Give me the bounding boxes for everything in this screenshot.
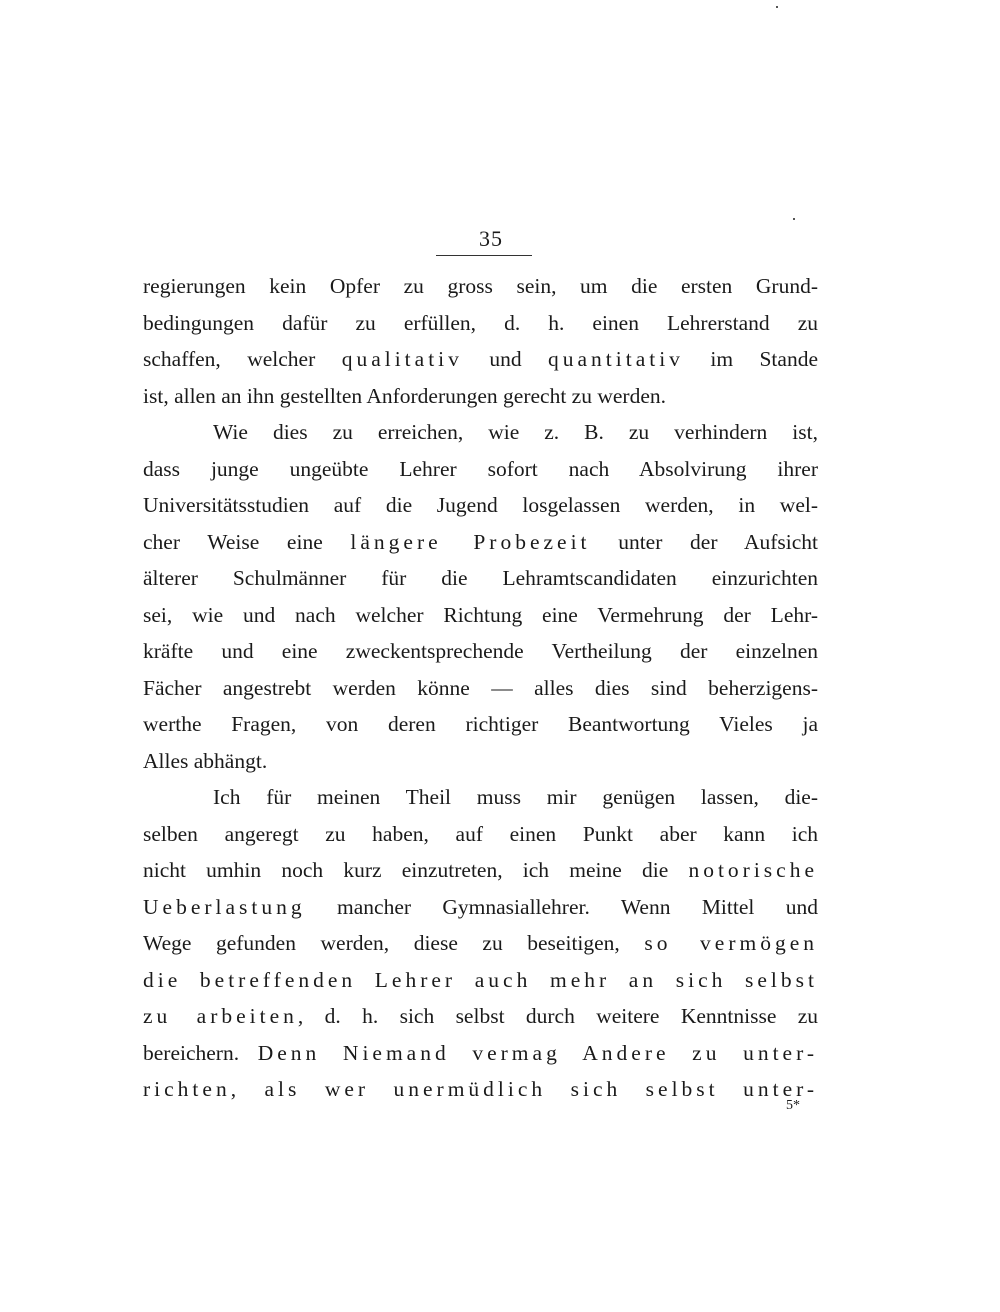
text-run: älterer Schulmänner für die Lehramtscandidaten einzurichten [143,566,818,590]
text-run: Ich für meinen Theil muss mir genügen lassen, die- [213,785,818,809]
text-line [143,378,818,415]
text-run: ist, allen an ihn gestellten Anforderungen gerecht zu werden. [143,383,666,408]
spaced-emphasis: so vermögen [644,931,818,955]
text-line [143,524,818,561]
text-line [143,925,818,962]
spaced-emphasis: zu arbeiten [143,1004,298,1028]
text-line [143,414,818,451]
text-line [143,889,818,926]
spaced-emphasis: quantitativ [547,347,684,371]
spaced-emphasis: längere Probezeit [350,529,591,554]
spaced-emphasis: Denn Niemand vermag Andere zu unter- [257,1040,818,1065]
text-run: nicht umhin noch kurz einzutreten, ich meine die [143,858,689,882]
text-run: regierungen kein Opfer zu gross sein, um die ersten Grund- [143,274,818,298]
page-number: 35 [479,226,503,251]
text-run: werthe Fragen, von deren richtiger Beantwortung Vieles ja [143,712,818,736]
scan-speck [776,6,778,8]
text-line [143,1035,818,1072]
text-line [143,597,818,634]
text-line [143,779,818,816]
text-run: sei, wie und nach welcher Richtung eine Vermehrung der Lehr- [143,602,818,627]
text-line [143,268,818,305]
text-line [143,341,818,378]
text-run: mancher Gymnasiallehrer. Wenn Mittel und [305,894,818,919]
text-line [143,451,818,488]
text-run: Wege gefunden werden, diese zu beseitigen, [143,931,645,955]
text-run: cher Weise eine [143,529,351,554]
text-run: im Stande [683,347,818,371]
text-run: schaffen, welcher [143,347,342,371]
spaced-emphasis: die betreffenden Lehrer auch mehr an sich selbst [143,967,818,992]
spaced-emphasis: richten, als wer unermüdlich sich selbst unter- [143,1077,818,1101]
text-run: kräfte und eine zweckentsprechende Vertheilung der einzelnen [143,639,818,663]
spaced-emphasis: notorische [688,858,818,882]
text-run: dass junge ungeübte Lehrer sofort nach Absolvirung ihrer [143,456,818,481]
spaced-emphasis: Ueberlastung [143,894,306,919]
text-line [143,743,818,780]
body-text [143,268,818,1108]
text-line [143,633,818,670]
text-line [143,560,818,597]
text-run: unter der Aufsicht [590,529,818,554]
text-line [143,962,818,999]
text-run: Universitätsstudien auf die Jugend losgelassen werden, in wel- [143,493,818,517]
text-line [143,852,818,889]
header-rule [436,255,532,256]
scan-speck [793,218,795,220]
text-line [143,998,818,1035]
text-run: und [462,347,548,371]
text-run: Wie dies zu erreichen, wie z. B. zu verhindern ist, [213,420,818,444]
text-line [143,670,818,707]
text-line [143,1071,818,1108]
text-line [143,305,818,342]
text-run: selben angeregt zu haben, auf einen Punkt aber kann ich [143,821,818,846]
text-run: , d. h. sich selbst durch weitere Kenntnisse zu [297,1004,819,1028]
text-line [143,816,818,853]
signature-mark: 5* [786,1098,800,1113]
text-run: Alles abhängt. [143,748,268,773]
text-run: bedingungen dafür zu erfüllen, d. h. einen Lehrerstand zu [143,310,818,335]
text-run: bereichern. [143,1040,258,1065]
spaced-emphasis: qualitativ [341,347,463,371]
text-run: Fächer angestrebt werden könne — alles dies sind beherzigens- [143,675,818,700]
text-line [143,487,818,524]
text-line [143,706,818,743]
